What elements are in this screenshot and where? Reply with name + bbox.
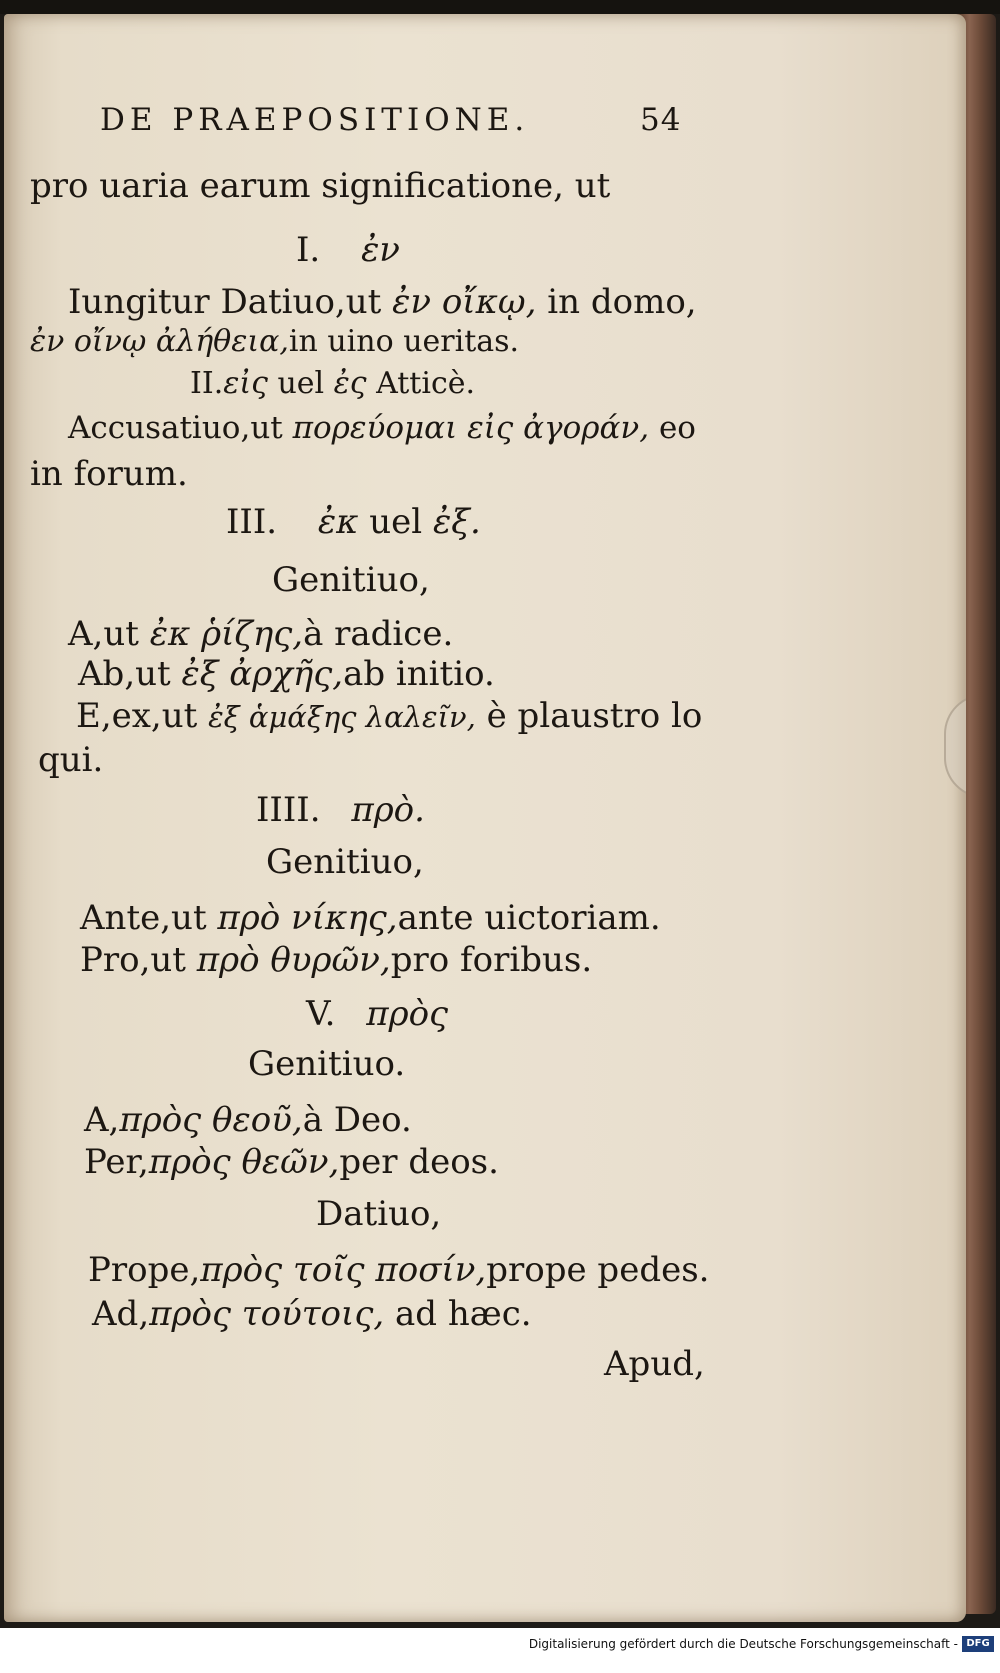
latin-text: uel bbox=[358, 502, 433, 542]
text-line-10 bbox=[68, 614, 453, 654]
latin-text: è plaustro lo bbox=[475, 696, 703, 736]
latin-text: à radice. bbox=[303, 614, 454, 654]
text-line-6 bbox=[68, 410, 696, 446]
dfg-logo: DFG bbox=[962, 1636, 994, 1652]
text-line-11 bbox=[78, 654, 495, 694]
text-line-7: in forum. bbox=[30, 454, 188, 494]
text-line-21 bbox=[84, 1142, 499, 1182]
greek-word: ἐν bbox=[361, 230, 400, 270]
latin-text: Pro,ut bbox=[80, 940, 197, 980]
text-line-20 bbox=[84, 1100, 412, 1140]
latin-text: à Deo. bbox=[302, 1100, 412, 1140]
latin-text: Atticè. bbox=[366, 366, 476, 401]
text-line-16 bbox=[80, 898, 661, 938]
case-heading-genitiuo-1: Genitiuo, bbox=[272, 560, 430, 600]
latin-text: eo bbox=[649, 410, 696, 446]
greek-text: ἐκ bbox=[317, 502, 359, 542]
text-line-13: qui. bbox=[38, 740, 104, 780]
greek-text: πρὸς τούτοις, bbox=[149, 1294, 385, 1334]
latin-text: Iungitur Datiuo,ut bbox=[68, 282, 393, 322]
catchword: Apud, bbox=[604, 1344, 705, 1384]
latin-text: Per, bbox=[84, 1142, 149, 1182]
greek-text: ἐς bbox=[333, 366, 367, 401]
case-heading-datiuo: Datiuo, bbox=[316, 1194, 442, 1234]
heading-III bbox=[226, 502, 481, 542]
greek-text: πρὸς bbox=[366, 994, 449, 1034]
latin-text: in uino ueritas. bbox=[288, 324, 520, 359]
running-head bbox=[100, 102, 529, 138]
latin-text: uel bbox=[267, 366, 334, 401]
latin-text: ante uictoriam. bbox=[397, 898, 661, 938]
roman-numeral: IIII. bbox=[256, 790, 332, 830]
latin-text: Prope, bbox=[88, 1250, 201, 1290]
heading-I bbox=[296, 230, 400, 270]
digitization-footer bbox=[0, 1628, 1000, 1673]
funding-credit: Digitalisierung gefördert durch die Deutsche Forschungsgemeinschaft - bbox=[528, 1637, 958, 1651]
text-line-12 bbox=[76, 696, 702, 736]
greek-text: πορεύομαι εἰς ἀγοράν, bbox=[292, 410, 650, 446]
latin-text: ab initio. bbox=[343, 654, 495, 694]
roman-numeral: V. bbox=[306, 994, 347, 1034]
heading-V bbox=[306, 994, 448, 1034]
roman-numeral: II. bbox=[190, 366, 224, 401]
latin-text: Accusatiuo,ut bbox=[68, 410, 293, 446]
greek-text: ἐκ ῥίζης, bbox=[149, 614, 304, 654]
greek-text: πρὸς θεοῦ, bbox=[119, 1100, 303, 1140]
page-clip-shadow bbox=[944, 694, 966, 798]
latin-text: in domo, bbox=[536, 282, 697, 322]
greek-text: ἐξ. bbox=[432, 502, 481, 542]
book-page bbox=[4, 14, 966, 1622]
latin-text: A, bbox=[84, 1100, 120, 1140]
latin-text: prope pedes. bbox=[486, 1250, 710, 1290]
latin-text: A,ut bbox=[68, 614, 150, 654]
latin-text: Ante,ut bbox=[80, 898, 218, 938]
text-line-17 bbox=[80, 940, 592, 980]
greek-text: πρὸς τοῖς ποσίν, bbox=[200, 1250, 487, 1290]
greek-text: πρὸ. bbox=[351, 790, 425, 830]
running-head-title: DE PRAEPOSITIONE. bbox=[100, 102, 530, 138]
case-heading-genitiuo-2: Genitiuo, bbox=[266, 842, 424, 882]
latin-text: ad hæc. bbox=[384, 1294, 532, 1334]
latin-text: pro foribus. bbox=[390, 940, 593, 980]
greek-text: ἐν οἴκῳ, bbox=[392, 282, 537, 322]
text-line-1: pro uaria earum significatione, ut bbox=[30, 166, 611, 206]
page-number: 54 bbox=[640, 102, 682, 138]
greek-text: ἐξ ἁμάξης λαλεῖν, bbox=[208, 700, 476, 734]
latin-text: Ab,ut bbox=[78, 654, 182, 694]
heading-IIII bbox=[256, 790, 425, 830]
heading-II bbox=[190, 366, 475, 401]
latin-text: per deos. bbox=[339, 1142, 499, 1182]
text-line-3 bbox=[68, 282, 697, 322]
case-heading-genitiuo-3: Genitiuo. bbox=[248, 1044, 406, 1084]
greek-text: ἐξ ἀρχῆς, bbox=[181, 654, 344, 694]
scan-top-border bbox=[0, 0, 1000, 14]
greek-text: ἐν οἴνῳ ἀλήθεια, bbox=[30, 324, 289, 359]
greek-text: πρὸ θυρῶν, bbox=[196, 940, 391, 980]
greek-text: εἰς bbox=[223, 366, 268, 401]
roman-numeral: III. bbox=[226, 502, 288, 542]
latin-text: Ad, bbox=[92, 1294, 150, 1334]
latin-text: E,ex,ut bbox=[76, 696, 209, 736]
text-line-24 bbox=[92, 1294, 532, 1334]
greek-text: πρὸς θεῶν, bbox=[148, 1142, 340, 1182]
text-line-4 bbox=[30, 324, 519, 359]
greek-text: πρὸ νίκης, bbox=[217, 898, 398, 938]
roman-numeral: I. bbox=[296, 230, 321, 270]
text-line-23 bbox=[88, 1250, 709, 1290]
